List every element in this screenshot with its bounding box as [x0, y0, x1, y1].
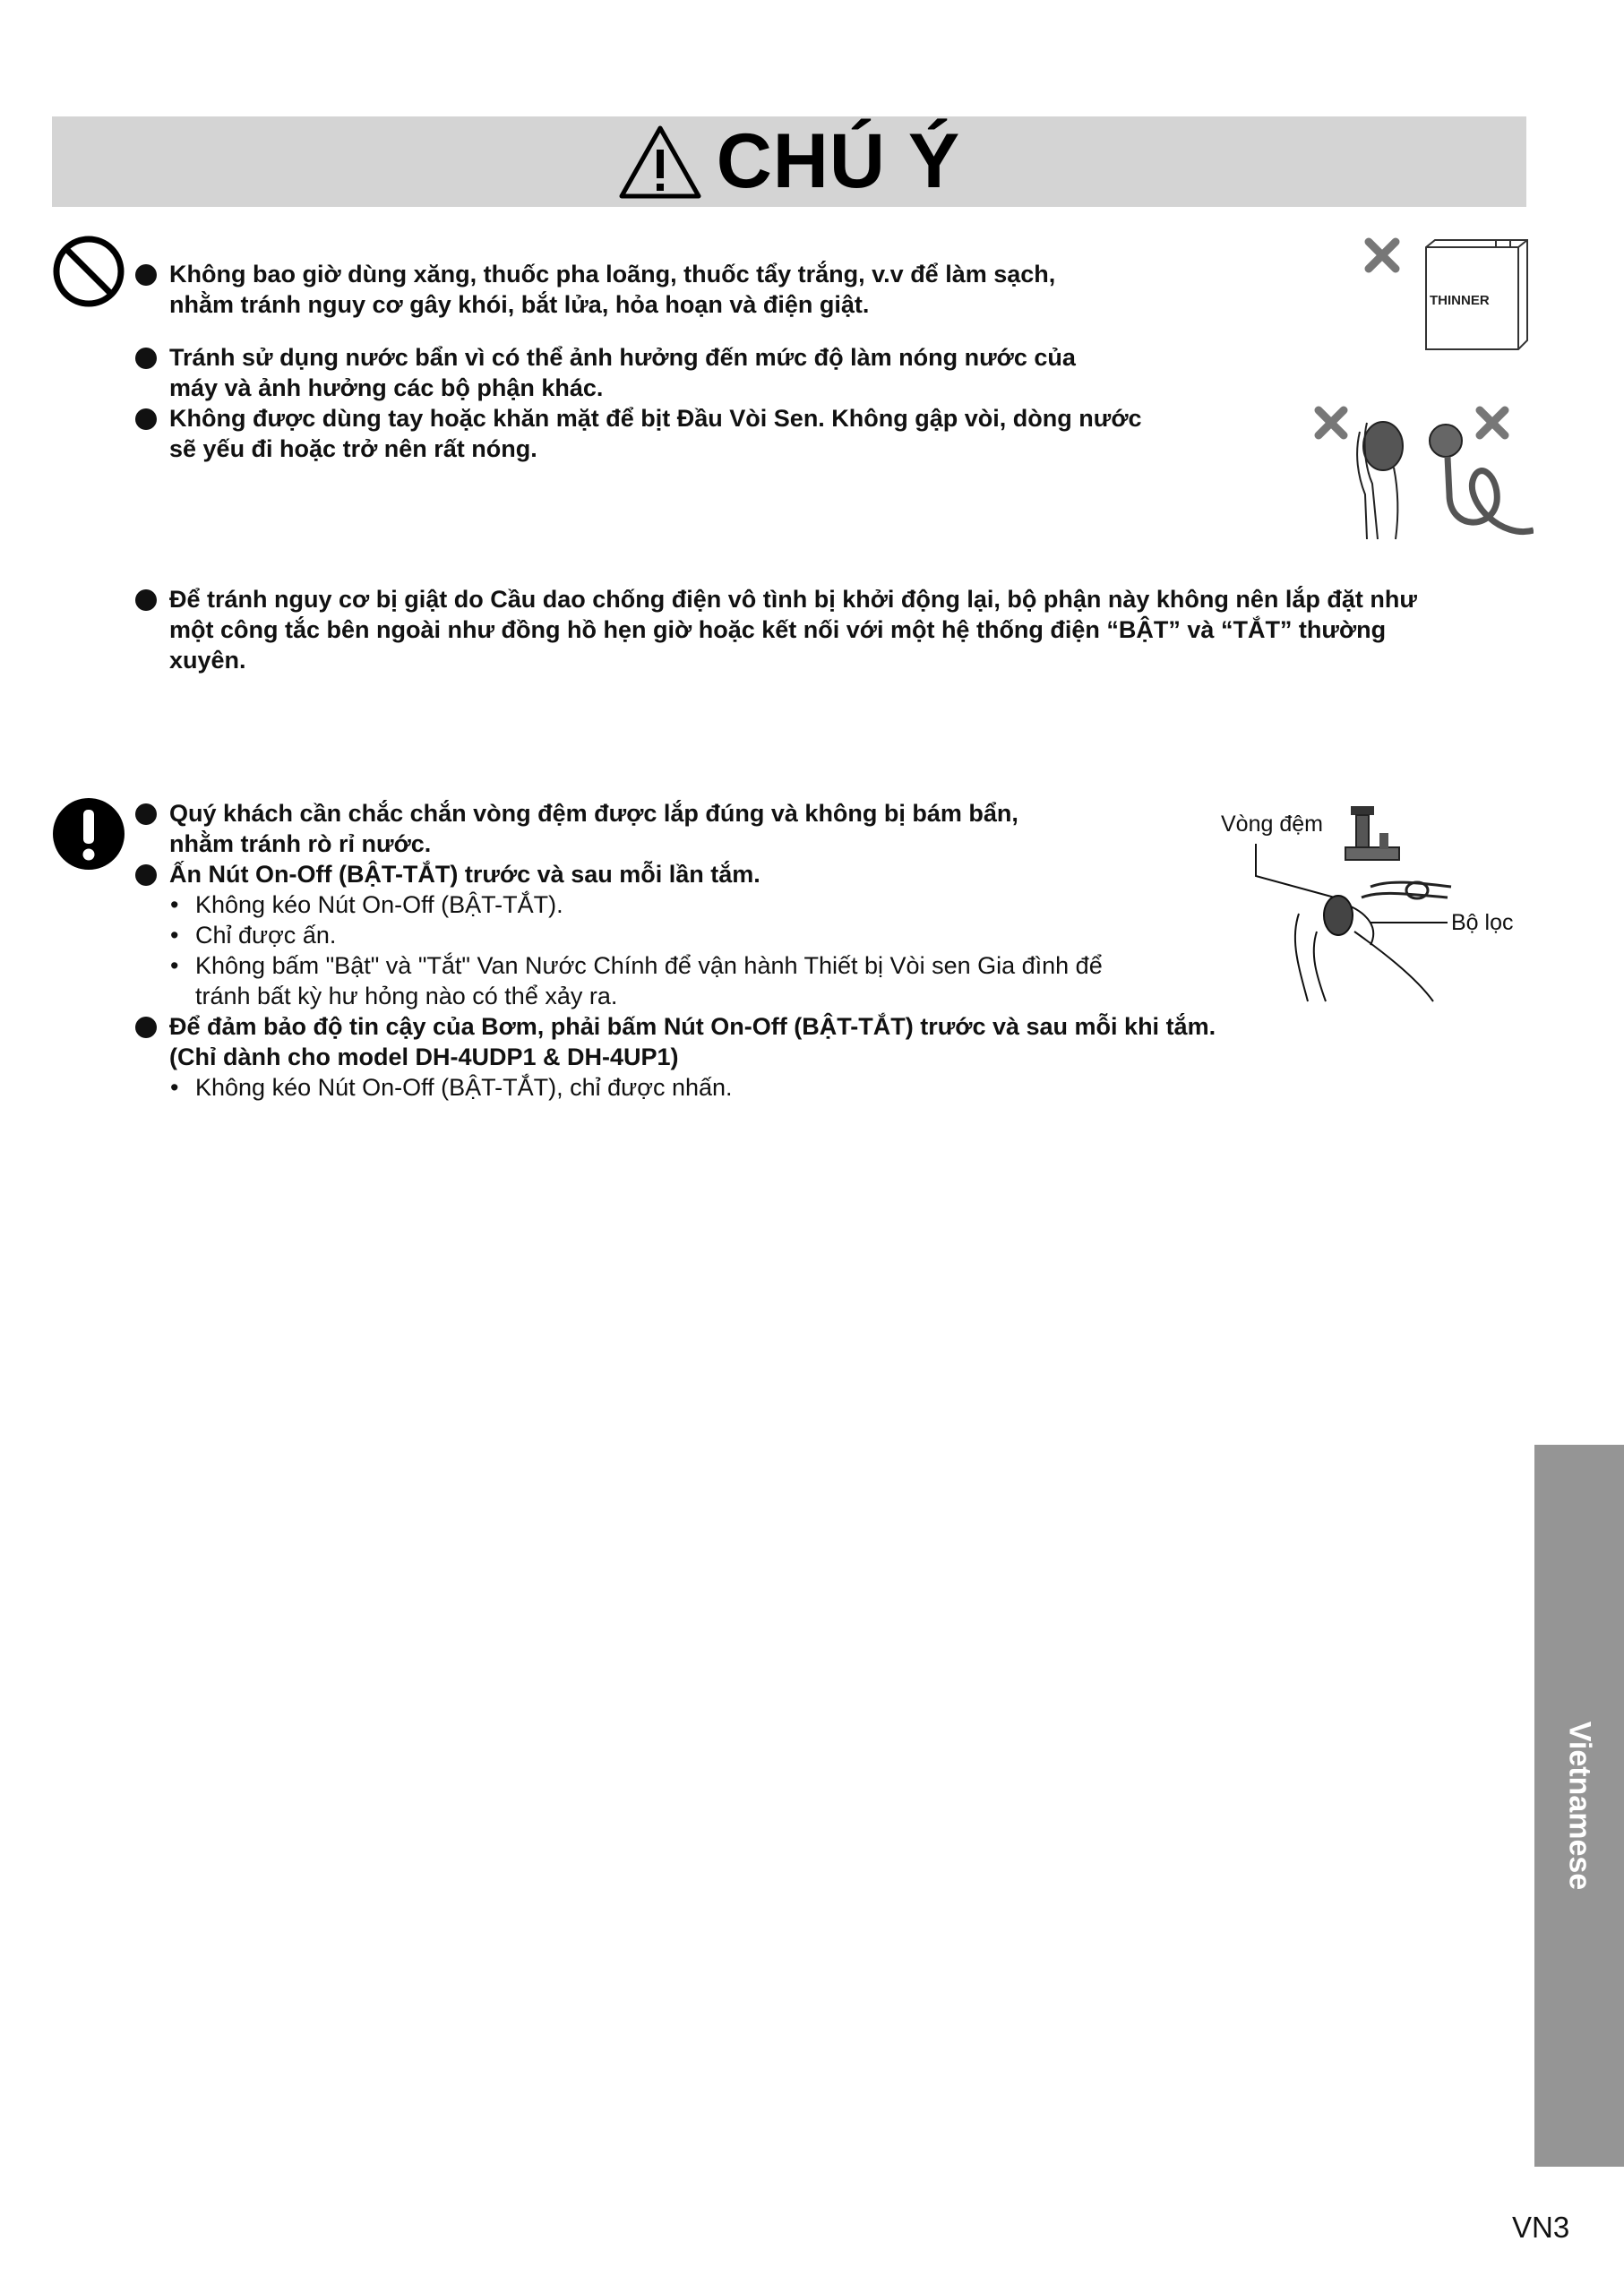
sub-bullet-2: • Chỉ được ấn. — [170, 922, 337, 949]
caution-banner — [52, 116, 1526, 207]
page-number: VN3 — [1512, 2211, 1570, 2244]
bullet-dot — [135, 589, 157, 611]
warning-triangle-icon — [618, 125, 702, 200]
prohibition-icon — [52, 235, 125, 308]
filter-label: Bộ lọc — [1451, 910, 1514, 935]
cross-icon — [1480, 410, 1505, 435]
bullet-dot — [135, 803, 157, 825]
sub-bullet-1: • Không kéo Nút On-Off (BẬT-TẮT). — [170, 891, 563, 918]
prohibition-bullet-4: Để tránh nguy cơ bị giật do Cầu dao chống điện vô tình bị khởi động lại, bộ phận này không nên lắp đặt như một công tắc bên ngoài như đồng hồ hẹn giờ hoặc kết nối với một hệ thống điện “BẬT” và “TẮT” thường xuyên. — [169, 584, 1417, 675]
prohibition-bullet-3: Không được dùng tay hoặc khăn mặt để bịt Đầu Vòi Sen. Không gập vòi, dòng nước sẽ yếu đi hoặc trở nên rất nóng. — [169, 403, 1142, 464]
mandatory-bullet-1: Quý khách cần chắc chắn vòng đệm được lắp đúng và không bị bám bẩn, nhằm tránh rò rỉ nước. — [169, 798, 1018, 859]
mandatory-bullet-3: Để đảm bảo độ tin cậy của Bơm, phải bấm Nút On-Off (BẬT-TẮT) trước và sau mỗi khi tắm. (Chỉ dành cho model DH-4UDP1 & DH-4UP1) — [169, 1011, 1216, 1072]
cross-icon — [1369, 242, 1396, 269]
mandatory-action-icon — [52, 797, 125, 871]
bullet-dot — [135, 264, 157, 286]
page-title: CHÚ Ý — [716, 118, 961, 204]
thinner-can-illustration — [1362, 235, 1532, 356]
bullet-dot — [135, 1017, 157, 1038]
sub-bullet-4: • Không kéo Nút On-Off (BẬT-TẮT), chỉ được nhấn. — [170, 1074, 733, 1101]
thinner-label: THINNER — [1430, 293, 1490, 308]
prohibition-bullet-1: Không bao giờ dùng xăng, thuốc pha loãng, thuốc tẩy trắng, v.v để làm sạch, nhằm tránh nguy cơ gây khói, bắt lửa, hỏa hoạn và điện giật. — [169, 259, 1055, 320]
mandatory-bullet-2: Ấn Nút On-Off (BẬT-TẮT) trước và sau mỗi lần tắm. — [169, 859, 760, 889]
cross-icon — [1319, 410, 1344, 435]
bullet-dot — [135, 348, 157, 369]
language-tab-label: Vietnamese — [1562, 1721, 1597, 1891]
prohibition-bullet-2: Tránh sử dụng nước bẩn vì có thể ảnh hưởng đến mức độ làm nóng nước của máy và ảnh hưởng các bộ phận khác. — [169, 342, 1076, 403]
bullet-dot — [135, 864, 157, 886]
shower-head-illustration — [1313, 405, 1534, 541]
language-tab — [1534, 1445, 1624, 2167]
sub-bullet-3: • Không bấm "Bật" và "Tắt" Van Nước Chính để vận hành Thiết bị Vòi sen Gia đình để tránh bất kỳ hư hỏng nào có thể xảy ra. — [170, 952, 1103, 1009]
bullet-dot — [135, 408, 157, 430]
gasket-label: Vòng đệm — [1221, 812, 1323, 837]
